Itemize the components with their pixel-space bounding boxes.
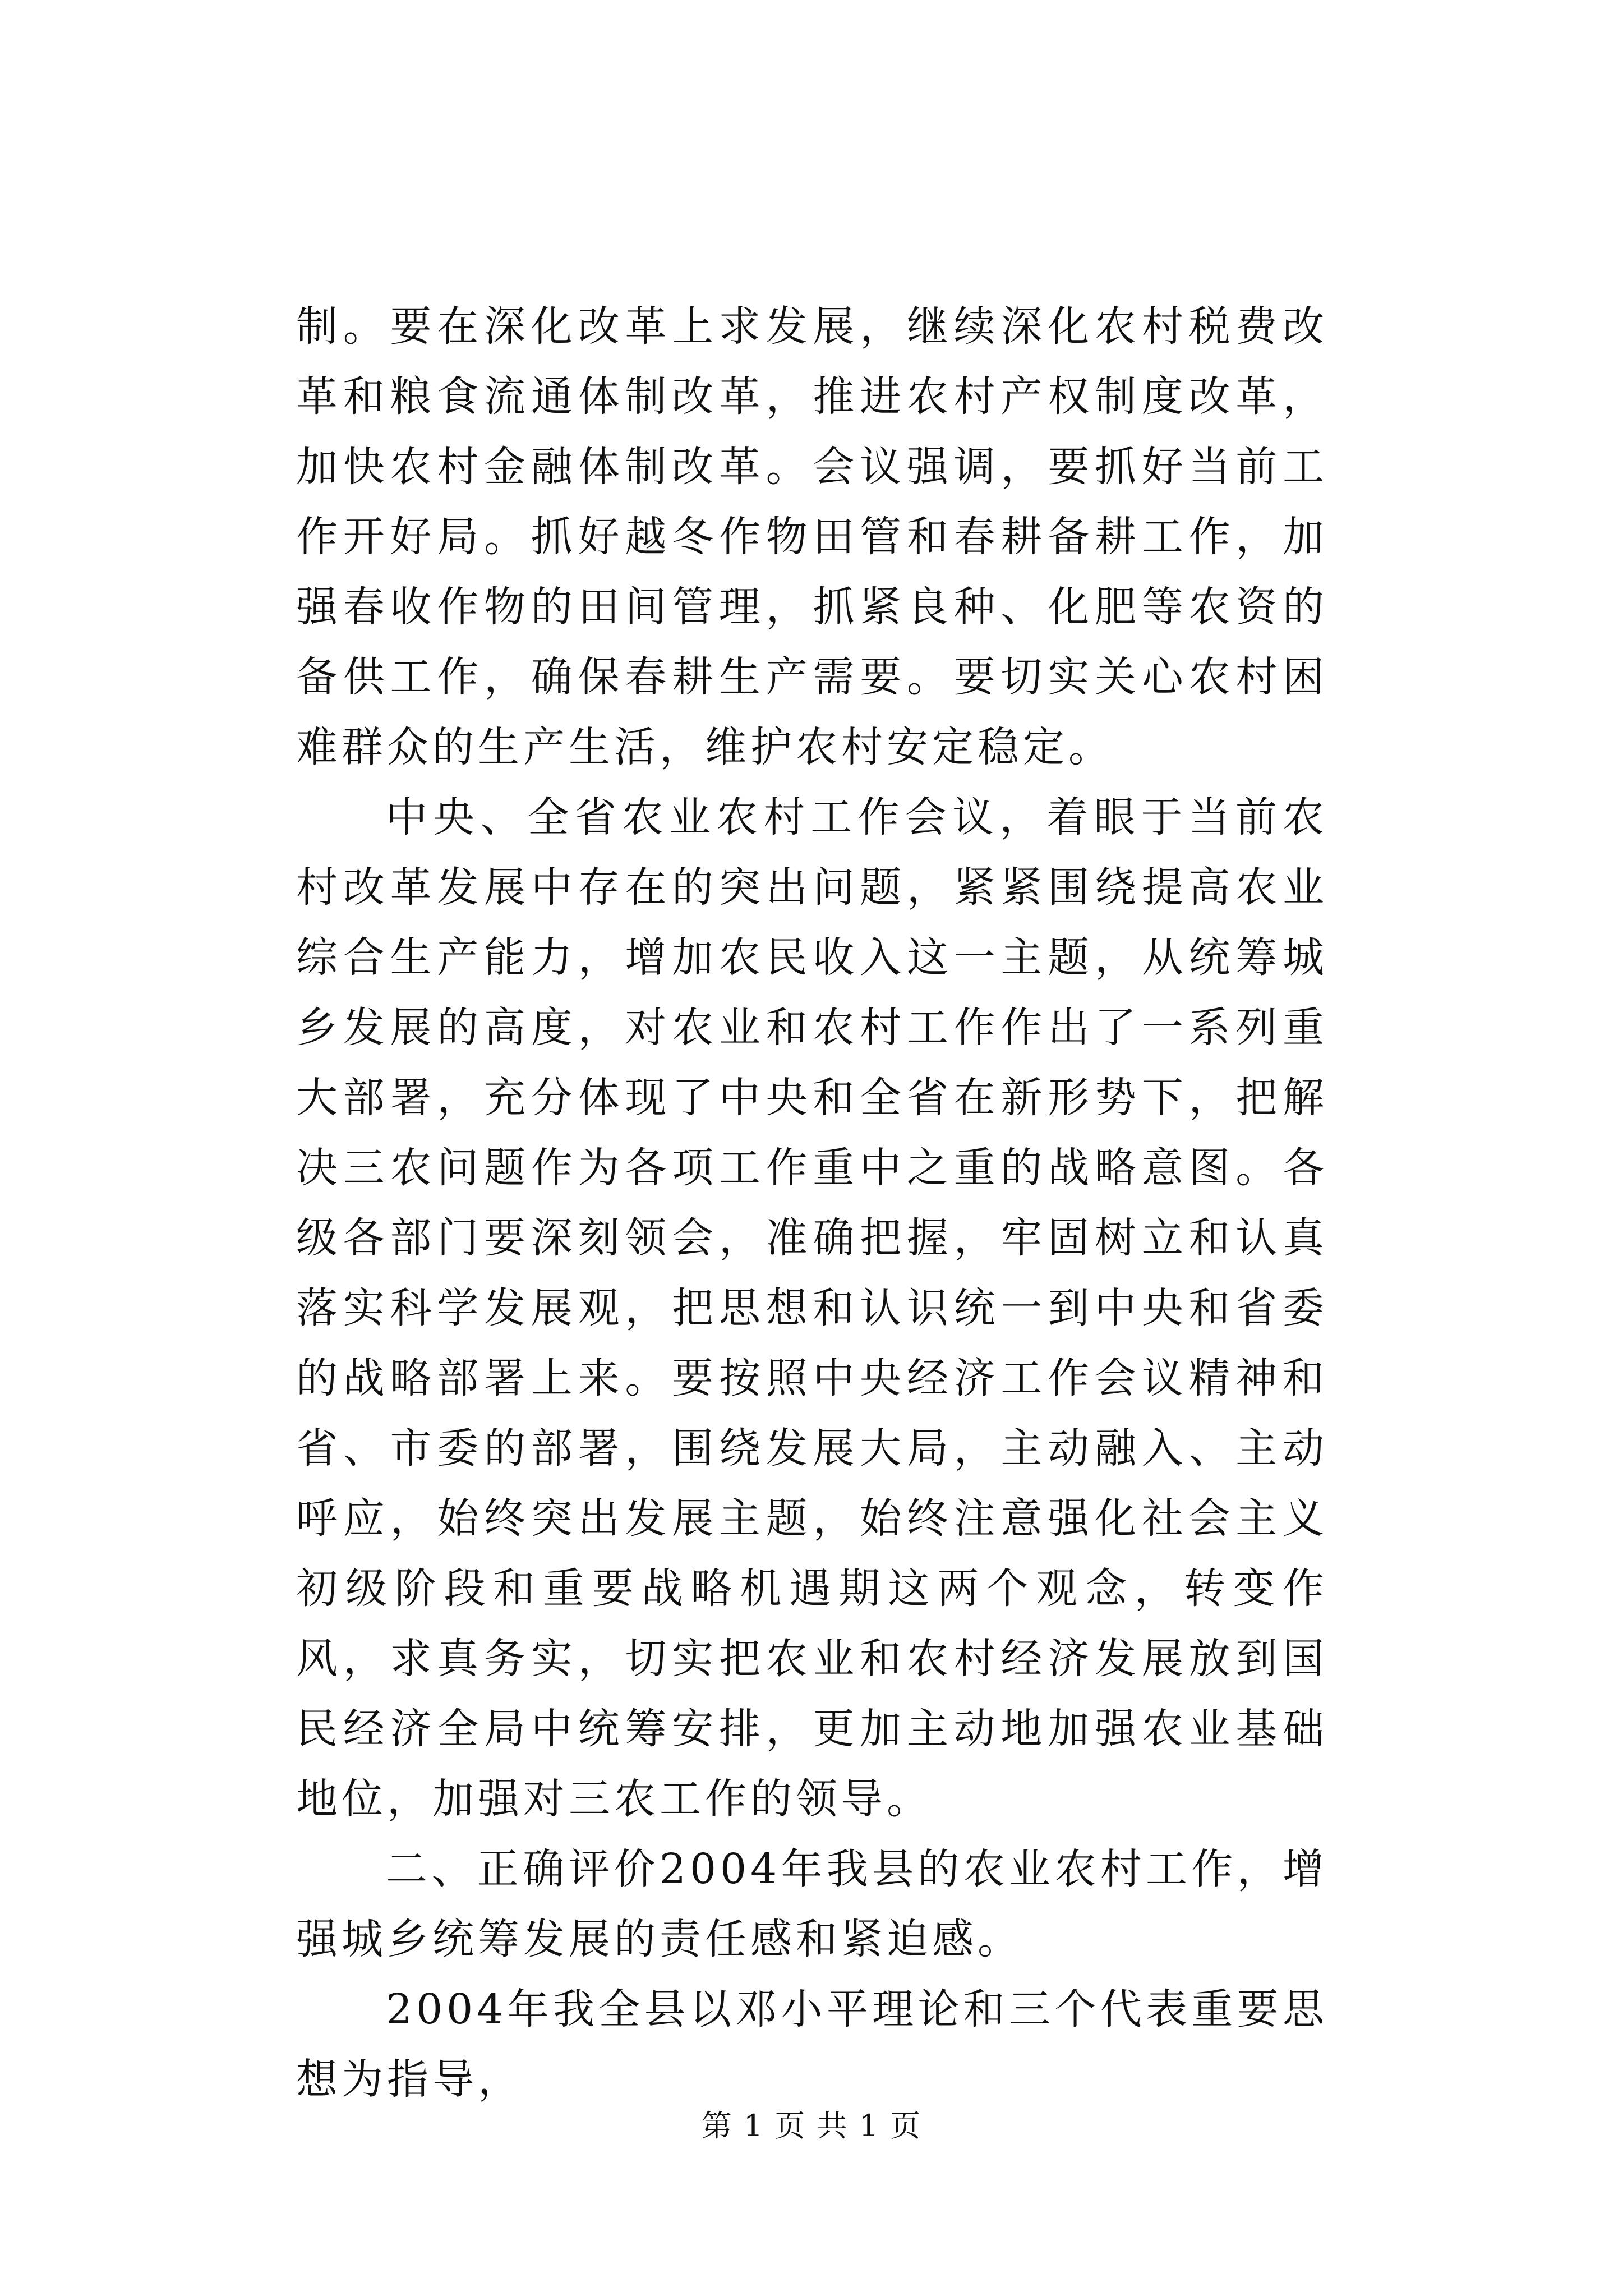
document-body — [296, 292, 1328, 2115]
section-heading-two: 二、正确评价2004年我县的农业农村工作，增强城乡统筹发展的责任感和紧迫感。 — [296, 1845, 1328, 1963]
paragraph-central-meeting: 中央、全省农业农村工作会议，着眼于当前农村改革发展中存在的突出问题，紧紧围绕提高农业综合生产能力，增加农民收入这一主题，从统筹城乡发展的高度，对农业和农村工作作出了一系列重大部署，充分体现了中央和全省在新形势下，把解决三农问题作为各项工作重中之重的战略意图。各级各部门要深刻领会，准确把握，牢固树立和认真落实科学发展观，把思想和认识统一到中央和省委的战略部署上来。要按照中央经济工作会议精神和省、市委的部署，围绕发展大局，主动融入、主动呼应，始终突出发展主题，始终注意强化社会主义初级阶段和重要战略机遇期这两个观念，转变作风，求真务实，切实把农业和农村经济发展放到国民经济全局中统筹安排，更加主动地加强农业基础地位，加强对三农工作的领导。 — [296, 793, 1328, 1823]
page-footer: 第 1 页 共 1 页 — [701, 2108, 922, 2143]
paragraph-2004-summary: 2004年我全县以邓小平理论和三个代表重要思想为指导， — [296, 1985, 1328, 2104]
paragraph-continuation: 制。要在深化改革上求发展，继续深化农村税费改革和粮食流通体制改革，推进农村产权制度改革，加快农村金融体制改革。会议强调，要抓好当前工作开好局。抓好越冬作物田管和春耕备耕工作，加强春收作物的田间管理，抓紧良种、化肥等农资的备供工作，确保春耕生产需要。要切实关心农村困难群众的生产生活，维护农村安定稳定。 — [296, 302, 1328, 771]
